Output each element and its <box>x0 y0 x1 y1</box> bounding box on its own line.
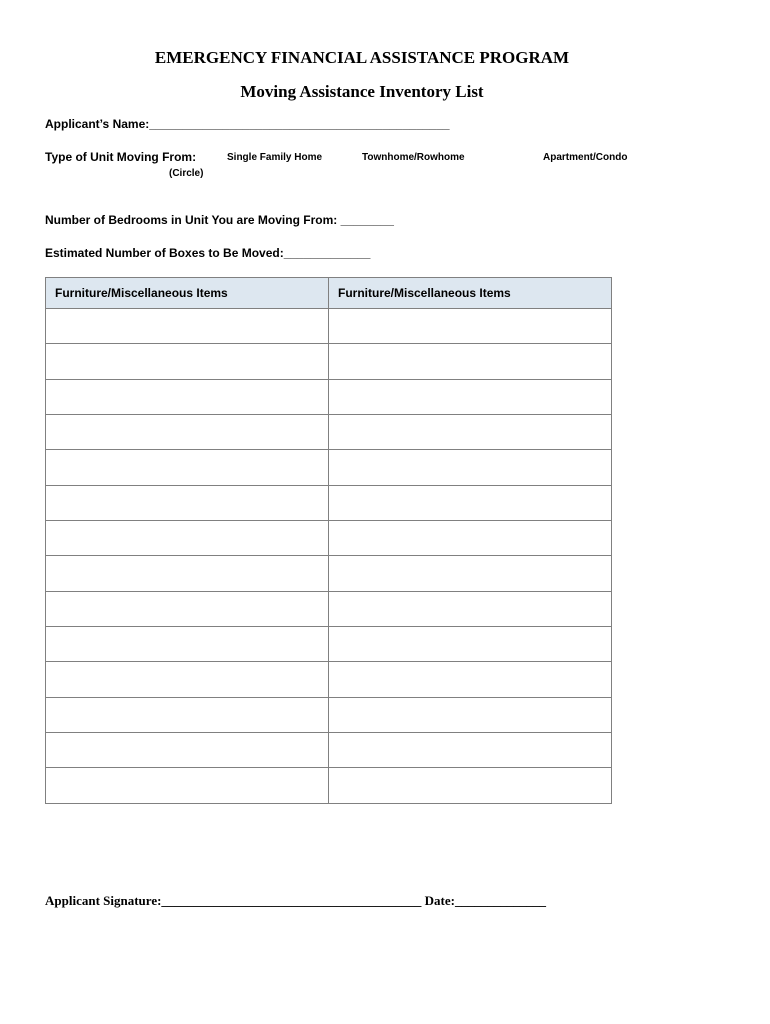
table-row <box>46 344 612 379</box>
inventory-cell[interactable] <box>329 344 612 379</box>
inventory-cell[interactable] <box>329 379 612 414</box>
table-row <box>46 521 612 556</box>
inventory-cell[interactable] <box>329 450 612 485</box>
bedrooms-field[interactable]: Number of Bedrooms in Unit You are Moving From: ________ <box>45 213 394 227</box>
inventory-cell[interactable] <box>46 697 329 732</box>
table-row <box>46 733 612 768</box>
column-header: Furniture/Miscellaneous Items <box>46 278 329 309</box>
inventory-cell[interactable] <box>329 768 612 804</box>
table-header-row <box>46 278 612 309</box>
table-row <box>46 450 612 485</box>
inventory-cell[interactable] <box>46 309 329 344</box>
circle-instruction: (Circle) <box>169 168 204 179</box>
inventory-cell[interactable] <box>46 556 329 591</box>
inventory-cell[interactable] <box>329 521 612 556</box>
boxes-field[interactable]: Estimated Number of Boxes to Be Moved:_____________ <box>45 246 371 260</box>
table-row <box>46 697 612 732</box>
table-row <box>46 309 612 344</box>
document-subtitle: Moving Assistance Inventory List <box>240 82 484 101</box>
signature-date-line[interactable]: Applicant Signature:________________________________________ Date:______________ <box>45 893 546 908</box>
inventory-cell[interactable] <box>46 733 329 768</box>
column-header: Furniture/Miscellaneous Items <box>329 278 612 309</box>
inventory-cell[interactable] <box>46 521 329 556</box>
table-row <box>46 768 612 804</box>
inventory-cell[interactable] <box>46 627 329 662</box>
inventory-cell[interactable] <box>46 450 329 485</box>
applicant-name-field[interactable]: Applicant’s Name:_____________________________________________ <box>45 117 450 131</box>
inventory-table <box>45 277 612 804</box>
table-row <box>46 662 612 697</box>
document-title: EMERGENCY FINANCIAL ASSISTANCE PROGRAM <box>154 48 570 67</box>
unit-option-single-family[interactable]: Single Family Home <box>227 152 323 163</box>
inventory-cell[interactable] <box>46 591 329 626</box>
inventory-cell[interactable] <box>46 662 329 697</box>
inventory-cell[interactable] <box>329 627 612 662</box>
inventory-cell[interactable] <box>46 415 329 450</box>
table-row <box>46 379 612 414</box>
inventory-cell[interactable] <box>329 697 612 732</box>
table-row <box>46 485 612 520</box>
inventory-cell[interactable] <box>329 733 612 768</box>
unit-type-label: Type of Unit Moving From: <box>45 150 197 164</box>
table-row <box>46 591 612 626</box>
table-row <box>46 556 612 591</box>
inventory-cell[interactable] <box>46 485 329 520</box>
inventory-cell[interactable] <box>329 485 612 520</box>
inventory-cell[interactable] <box>329 309 612 344</box>
inventory-cell[interactable] <box>329 556 612 591</box>
inventory-cell[interactable] <box>329 415 612 450</box>
inventory-cell[interactable] <box>329 591 612 626</box>
table-row <box>46 627 612 662</box>
inventory-cell[interactable] <box>46 379 329 414</box>
table-row <box>46 415 612 450</box>
inventory-cell[interactable] <box>46 344 329 379</box>
inventory-cell[interactable] <box>329 662 612 697</box>
inventory-body <box>46 309 612 804</box>
unit-option-townhome[interactable]: Townhome/Rowhome <box>362 152 465 163</box>
inventory-cell[interactable] <box>46 768 329 804</box>
unit-option-apartment[interactable]: Apartment/Condo <box>543 152 628 163</box>
